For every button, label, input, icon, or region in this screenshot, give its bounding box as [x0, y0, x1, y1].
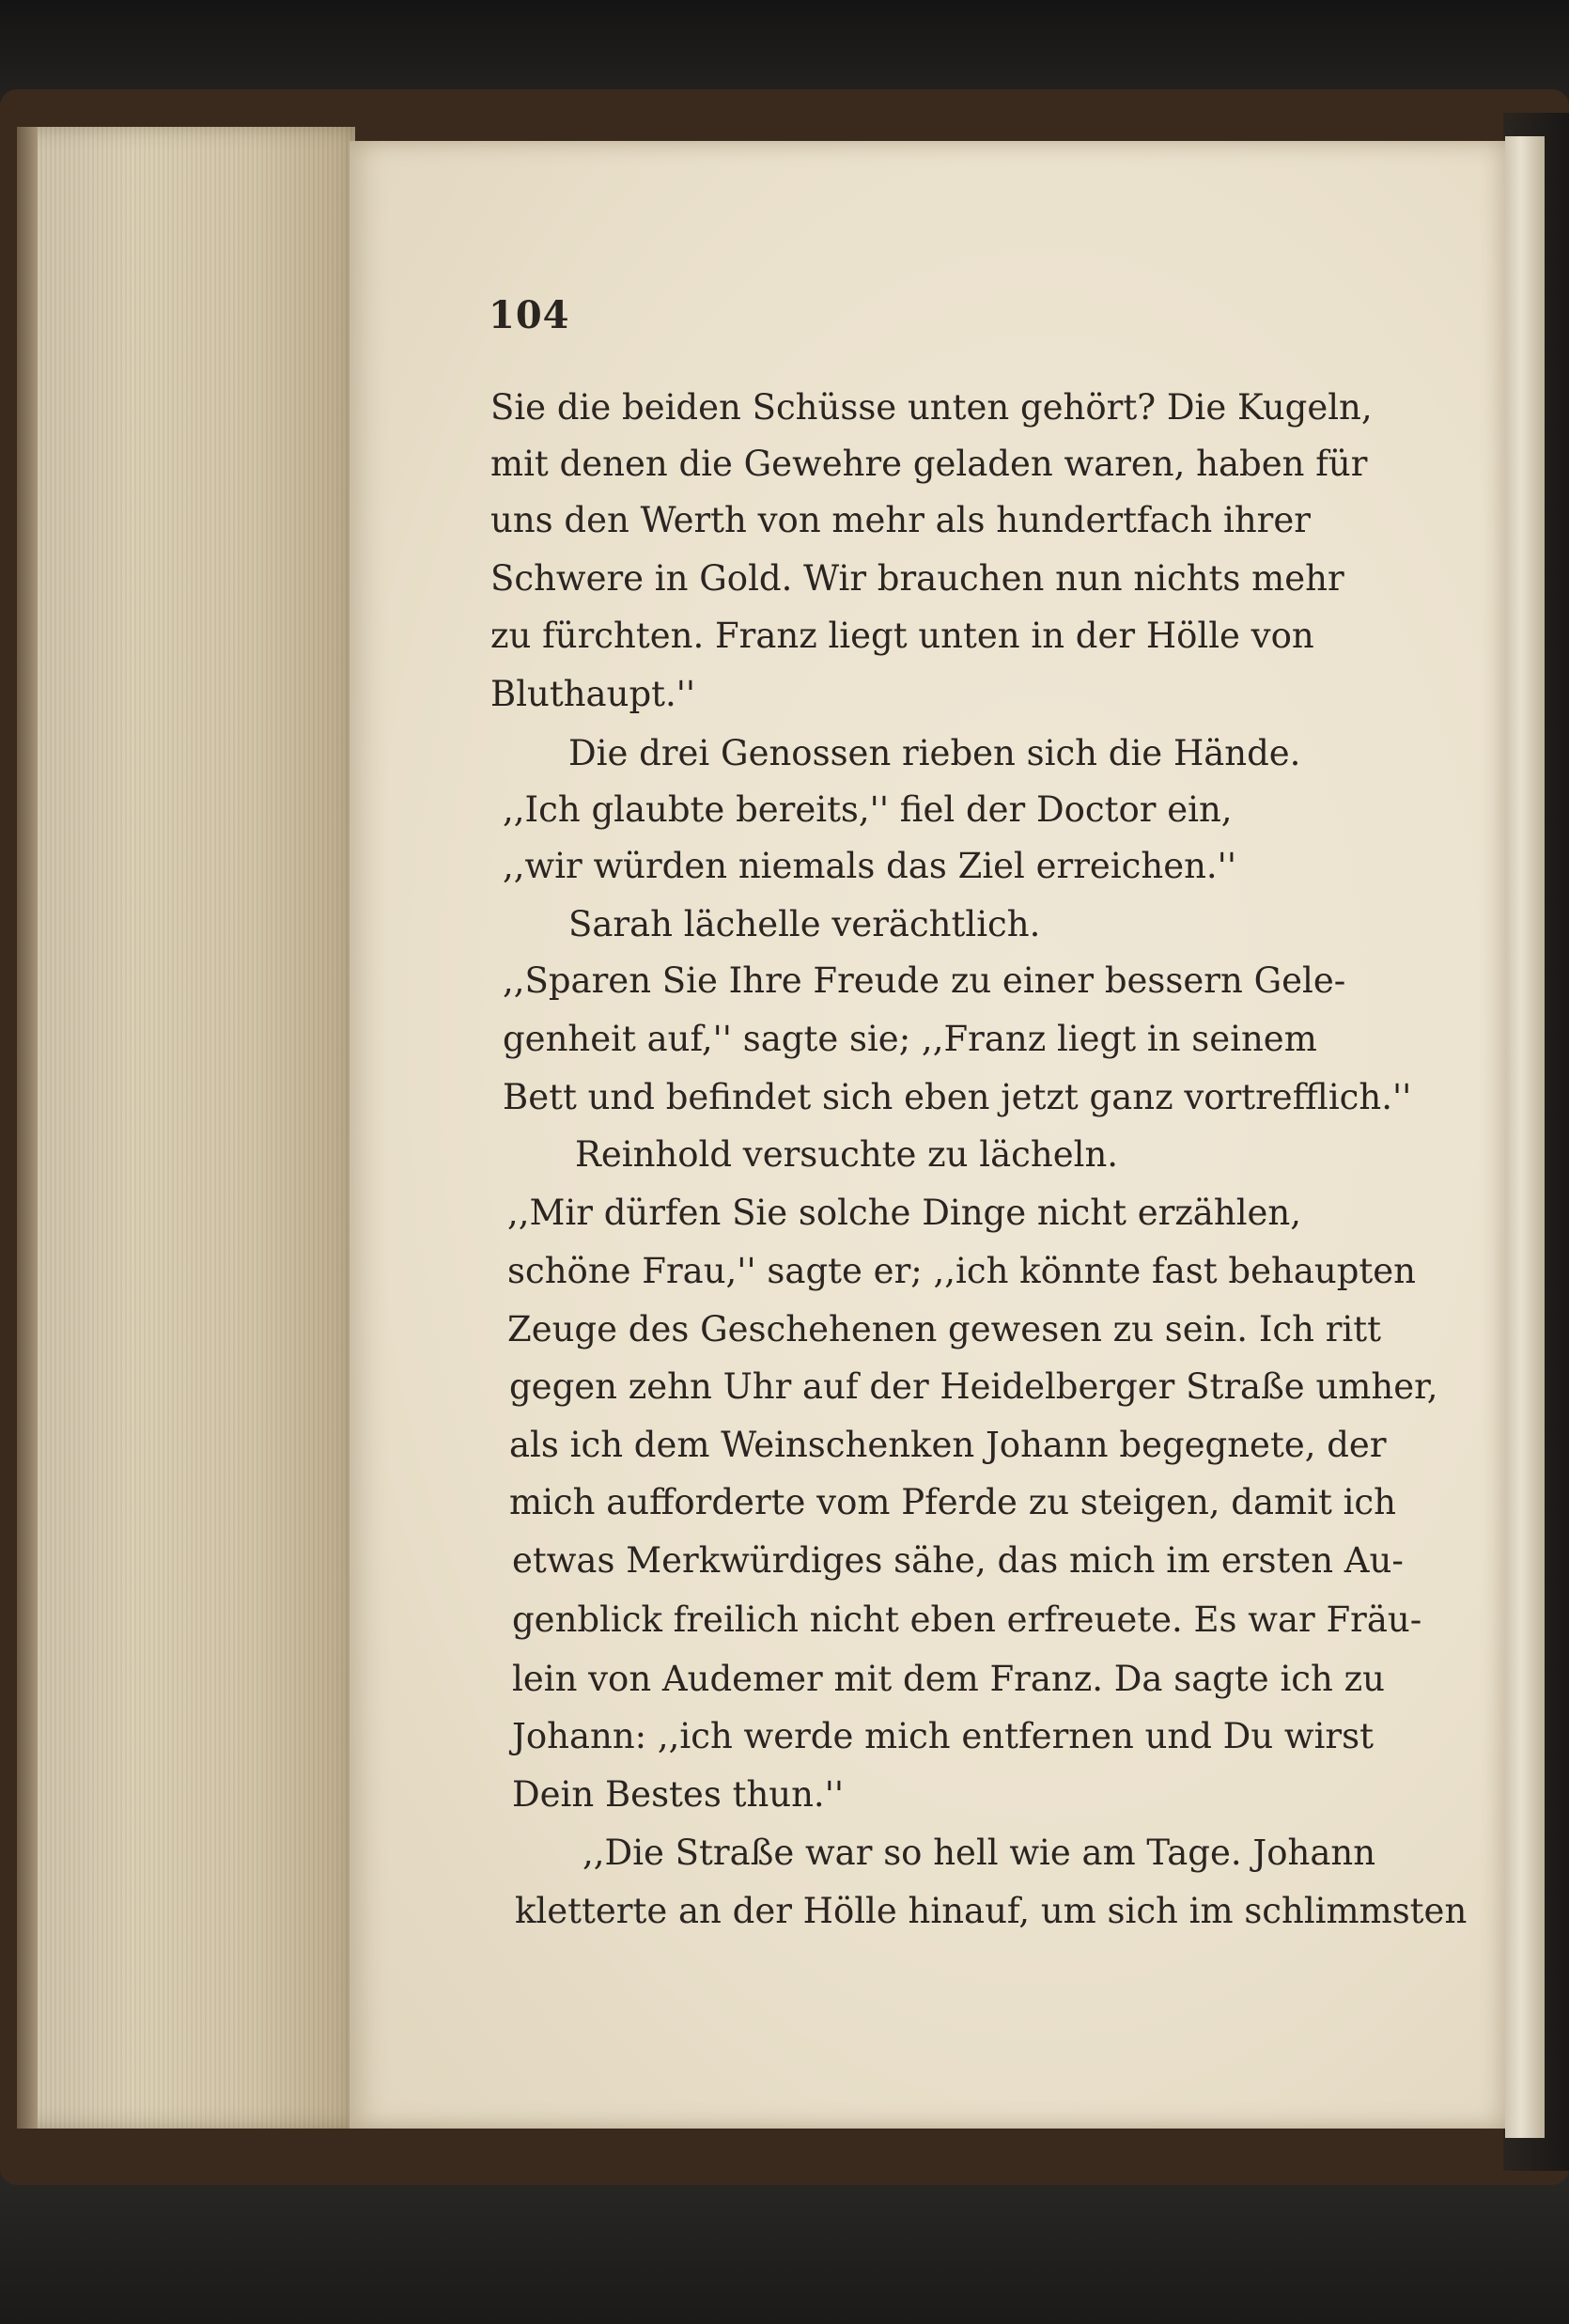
text-line: uns den Werth von mehr als hundertfach ihrer: [490, 500, 1311, 540]
text-line: Die drei Genossen rieben sich die Hände.: [568, 733, 1301, 773]
text-line: ,,Sparen Sie Ihre Freude zu einer bessern Gele-: [503, 960, 1346, 1001]
next-page-edge: [1505, 136, 1545, 2138]
page-number: 104: [489, 293, 570, 337]
text-line: etwas Merkwürdiges sähe, das mich im ersten Au-: [512, 1540, 1404, 1581]
text-line: mit denen die Gewehre geladen waren, haben für: [490, 444, 1368, 484]
page-stack-edge: [17, 127, 355, 2129]
text-line: lein von Audemer mit dem Franz. Da sagte ich zu: [512, 1659, 1385, 1699]
text-line: Bett und befindet sich eben jetzt ganz vortrefflich.'': [503, 1077, 1412, 1117]
text-line: ,,Die Straße war so hell wie am Tage. Johann: [583, 1833, 1376, 1873]
text-line: zu fürchten. Franz liegt unten in der Hölle von: [490, 616, 1314, 656]
text-line: Zeuge des Geschehenen gewesen zu sein. Ich ritt: [507, 1309, 1382, 1349]
text-line: Johann: ,,ich werde mich entfernen und Du wirst: [512, 1716, 1374, 1756]
text-line: Dein Bestes thun.'': [512, 1774, 845, 1815]
text-line: genheit auf,'' sagte sie; ,,Franz liegt in seinem: [503, 1019, 1317, 1059]
text-line: schöne Frau,'' sagte er; ,,ich könnte fast behaupten: [507, 1251, 1416, 1291]
text-line: Sie die beiden Schüsse unten gehört? Die Kugeln,: [490, 387, 1373, 428]
text-line: Schwere in Gold. Wir brauchen nun nichts mehr: [490, 558, 1344, 599]
text-line: gegen zehn Uhr auf der Heidelberger Straße umher,: [509, 1366, 1438, 1407]
text-line: Reinhold versuchte zu lächeln.: [575, 1134, 1119, 1175]
text-line: ,,Ich glaubte bereits,'' fiel der Doctor ein,: [503, 789, 1233, 830]
text-line: als ich dem Weinschenken Johann begegnete, der: [509, 1425, 1387, 1465]
text-line: Sarah lächelle verächtlich.: [568, 904, 1041, 944]
text-line: mich aufforderte vom Pferde zu steigen, damit ich: [509, 1482, 1396, 1522]
text-line: Bluthaupt.'': [490, 674, 696, 714]
text-line: genblick freilich nicht eben erfreuete. Es war Fräu-: [512, 1599, 1422, 1640]
text-line: ,,Mir dürfen Sie solche Dinge nicht erzählen,: [507, 1193, 1302, 1233]
text-line: ,,wir würden niemals das Ziel erreichen.'': [503, 846, 1237, 886]
page-stack-shadow: [17, 127, 38, 2129]
text-line: kletterte an der Hölle hinauf, um sich im schlimmsten: [515, 1891, 1468, 1931]
